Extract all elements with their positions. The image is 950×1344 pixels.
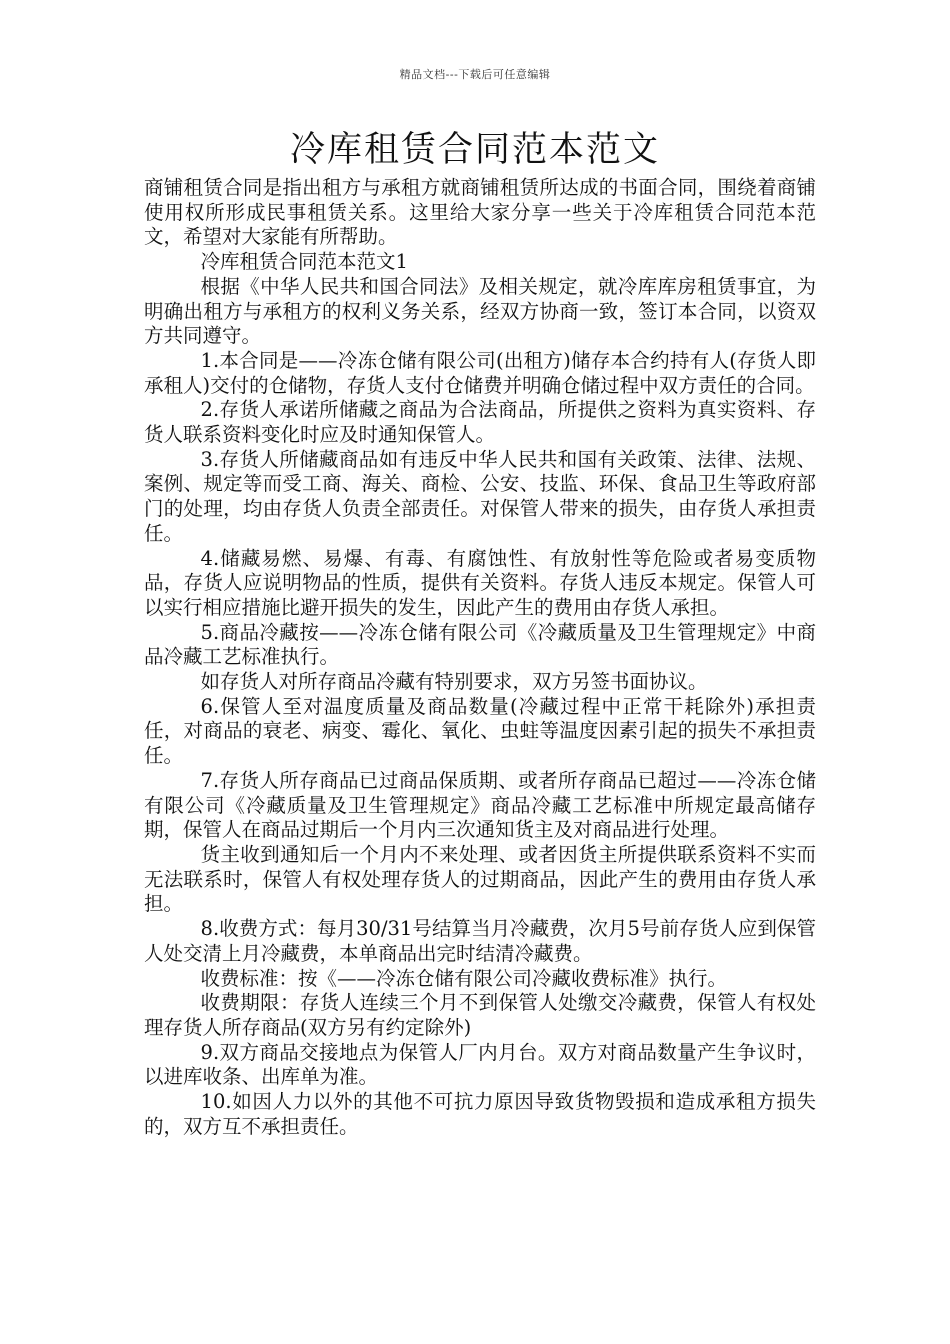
clause-2: 2.存货人承诺所储藏之商品为合法商品，所提供之资料为真实资料、存货人联系资料变化时应及时通知保管人。 [144, 398, 816, 447]
clause-8: 8.收费方式：每月30/31号结算当月冷藏费，次月5号前存货人应到保管人处交清上月冷藏费，本单商品出完时结清冷藏费。 [144, 917, 816, 965]
paragraph: 如存货人对所存商品冷藏有特别要求，双方另签书面协议。 [200, 670, 708, 694]
header-note: 精品文档---下载后可任意编辑 [399, 68, 551, 81]
paragraph: 收费期限：存货人连续三个月不到保管人处缴交冷藏费，保管人有权处理存货人所存商品(双方另有约定除外) [144, 991, 816, 1039]
clause-6: 6.保管人至对温度质量及商品数量(冷藏过程中正常干耗除外)承担责任，对商品的衰老、病变、霉化、氧化、虫蛀等温度因素引起的损失不承担责任。 [144, 694, 816, 768]
document-body [144, 176, 816, 1139]
clause-9: 9.双方商品交接地点为保管人厂内月台。双方对商品数量产生争议时，以进库收条、出库单为准。 [144, 1040, 816, 1089]
paragraph: 收费标准：按《——冷冻仓储有限公司冷藏收费标准》执行。 [200, 966, 728, 990]
clause-1: 1.本合同是——冷冻仓储有限公司(出租方)储存本合约持有人(存货人即承租人)交付的仓储物，存货人支付仓储费并明确仓储过程中双方责任的合同。 [144, 348, 816, 397]
clause-4: 4.储藏易燃、易爆、有毒、有腐蚀性、有放射性等危险或者易变质物品，存货人应说明物品的性质，提供有关资料。存货人违反本规定。保管人可以实行相应措施比避开损失的发生，因此产生的费用由存货人承担。 [144, 546, 816, 619]
clause-7: 7.存货人所存商品已过商品保质期、或者所存商品已超过——冷冻仓储有限公司《冷藏质量及卫生管理规定》商品冷藏工艺标准中所规定最高储存期，保管人在商品过期后一个月内三次通知货主及对商品进行处理。 [144, 768, 816, 842]
paragraph: 商铺租赁合同是指出租方与承租方就商铺租赁所达成的书面合同，围绕着商铺使用权所形成民事租赁关系。这里给大家分享一些关于冷库租赁合同范本范文，希望对大家能有所帮助。 [144, 176, 816, 249]
clause-5: 5.商品冷藏按——冷冻仓储有限公司《冷藏质量及卫生管理规定》中商品冷藏工艺标准执行。 [144, 620, 816, 669]
section-heading: 冷库租赁合同范本范文1 [200, 250, 408, 274]
paragraph: 根据《中华人民共和国合同法》及相关规定，就冷库库房租赁事宜，为明确出租方与承租方的权利义务关系，经双方协商一致，签订本合同，以资双方共同遵守。 [144, 274, 816, 348]
clause-3: 3.存货人所储藏商品如有违反中华人民共和国有关政策、法律、法规、案例、规定等而受工商、海关、商检、公安、技监、环保、食品卫生等政府部门的处理，均由存货人负责全部责任。对保管人带来的损失，由存货人承担责任。 [144, 447, 816, 545]
paragraph: 货主收到通知后一个月内不来处理、或者因货主所提供联系资料不实而无法联系时，保管人有权处理存货人的过期商品，因此产生的费用由存货人承担。 [144, 842, 816, 916]
document-title: 冷库租赁合同范本范文 [289, 130, 660, 170]
clause-10: 10.如因人力以外的其他不可抗力原因导致货物毁损和造成承租方损失的，双方互不承担责任。 [144, 1090, 816, 1138]
